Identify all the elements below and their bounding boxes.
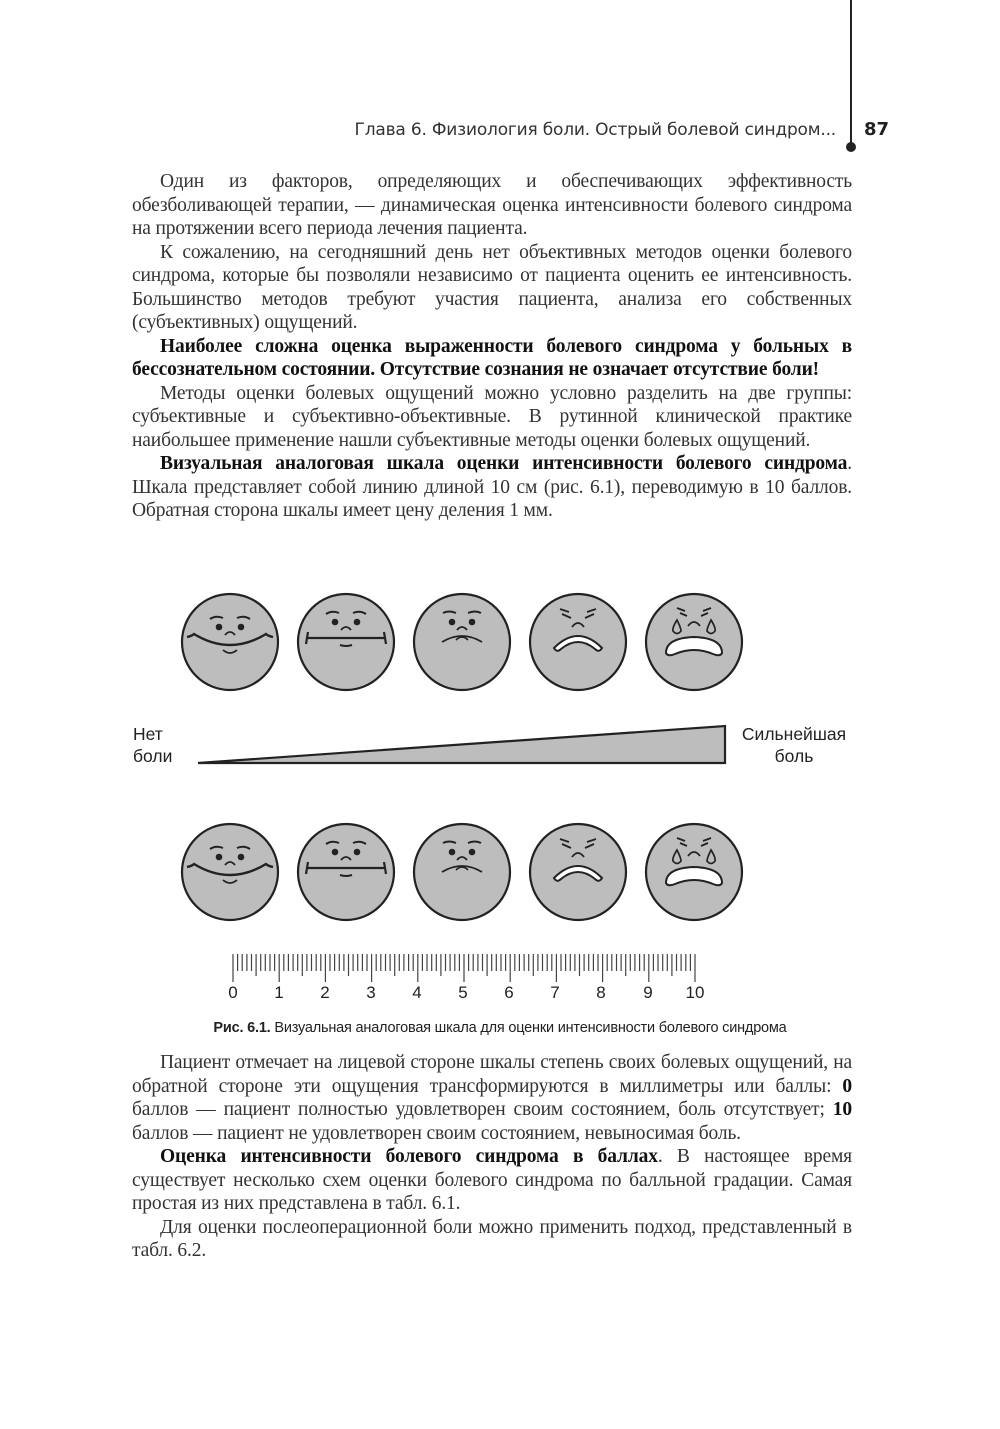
pain-wedge <box>198 726 725 763</box>
body-text-top <box>132 170 852 523</box>
scale-label-worst-pain: Сильнейшая боль <box>741 724 847 766</box>
ruler-number: 1 <box>274 983 284 1002</box>
caption-text: Визуальная аналоговая шкала для оценки интенсивности болевого синдрома <box>270 1020 787 1036</box>
ruler-number: 0 <box>228 983 238 1002</box>
running-head: Глава 6. Физиология боли. Острый болевой синдром... <box>354 120 836 140</box>
ruler-number: 2 <box>320 983 330 1002</box>
face-worst-pain-icon <box>646 594 742 690</box>
face-severe-pain-icon <box>530 824 626 920</box>
ruler-number: 5 <box>458 983 468 1002</box>
ruler-number: 10 <box>685 983 705 1002</box>
ruler-number: 9 <box>643 983 653 1002</box>
face-severe-pain-icon <box>530 594 626 690</box>
face-mild-pain-icon <box>298 594 394 690</box>
paragraph: К сожалению, на сегодняшний день нет объективных методов оценки болевого синдрома, которые бы позволяли независимо от пациента оценить ее интенсивность. Большинство методов требуют участия пациента, анализа его собственных (субъективных) ощущений. <box>132 241 852 333</box>
faces-row-bottom <box>182 824 742 920</box>
paragraph-bold <box>132 335 852 382</box>
faces-row-top <box>182 594 742 690</box>
figure-caption <box>130 1020 870 1036</box>
face-worst-pain-icon <box>646 824 742 920</box>
bold-statement: Наиболее сложна оценка выраженности болевого синдрома у больных в бессознательном состоянии. Отсутствие сознания не означает отсутствие боли! <box>132 335 852 380</box>
term-vas: Визуальная аналоговая шкала оценки интенсивности болевого синдрома <box>160 453 848 474</box>
term-points-scale: Оценка интенсивности болевого синдрома в баллах <box>160 1146 658 1167</box>
page-number: 87 <box>864 119 890 140</box>
header-rule-dot <box>846 142 856 152</box>
paragraph: Оценка интенсивности болевого синдрома в баллах. В настоящее время существует несколько схем оценки болевого синдрома по балльной градации. Самая простая из них представлена в табл. 6.1. <box>132 1146 853 1214</box>
caption-label: Рис. 6.1. <box>213 1020 271 1036</box>
face-no-pain-icon <box>182 824 278 920</box>
paragraph: Пациент отмечает на лицевой стороне шкалы степень своих болевых ощущений, на обратной стороне эти ощущения трансформируются в миллиметры или баллы: 0 баллов — пациент полностью удовлетворен своим состоянием, боль отсутствует; 10 баллов — пациент не удовлетворен своим состоянием, невыносимая боль. <box>132 1052 852 1144</box>
header-rule-line <box>850 0 852 146</box>
paragraph: Для оценки послеоперационной боли можно применить подход, представленный в табл. 6.2. <box>132 1216 852 1261</box>
paragraph: Визуальная аналоговая шкала оценки интенсивности болевого синдрома. Шкала представляет собой линию длиной 10 см (рис. 6.1), переводимую в 10 баллов. Обратная сторона шкалы имеет цену деления 1 мм. <box>132 453 852 521</box>
paragraph: Методы оценки болевых ощущений можно условно разделить на две группы: субъективные и субъективно-объективные. В рутинной клинической практике наибольшее применение нашли субъективные методы оценки болевых ощущений. <box>132 382 852 451</box>
ruler-number: 4 <box>412 983 422 1002</box>
face-moderate-pain-icon <box>414 824 510 920</box>
face-no-pain-icon <box>182 594 278 690</box>
scale-label-no-pain: Нет боли <box>133 724 173 766</box>
face-mild-pain-icon <box>298 824 394 920</box>
body-text-bottom <box>132 1051 852 1263</box>
ruler-number: 8 <box>596 983 606 1002</box>
face-moderate-pain-icon <box>414 594 510 690</box>
paragraph: Один из факторов, определяющих и обеспечивающих эффективность обезболивающей терапии, — динамическая оценка интенсивности болевого синдрома на протяжении всего периода лечения пациента. <box>132 171 852 239</box>
ruler-number: 3 <box>366 983 376 1002</box>
ruler-number: 6 <box>504 983 514 1002</box>
ruler-ticks <box>233 954 695 982</box>
ruler-number: 7 <box>550 983 560 1002</box>
